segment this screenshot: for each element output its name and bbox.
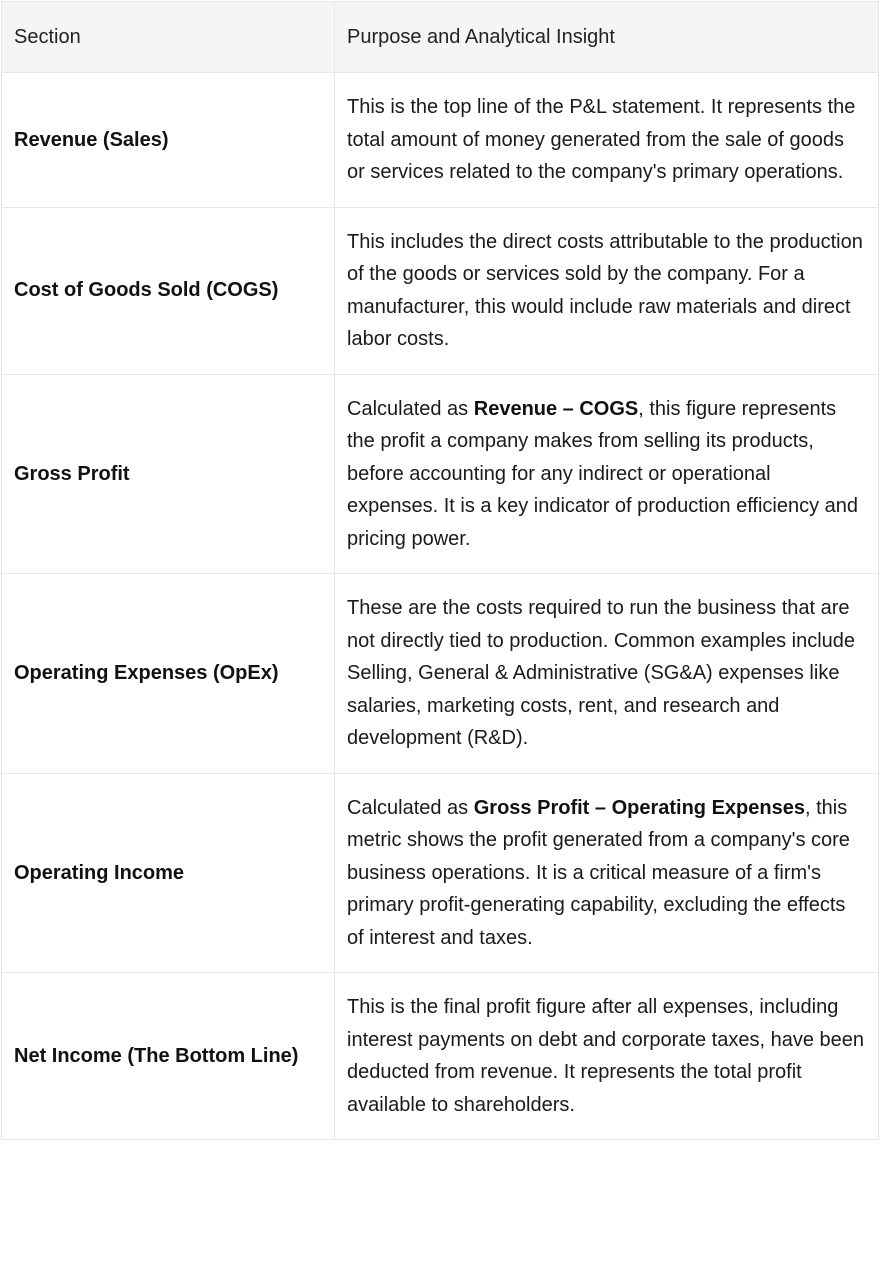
section-description (335, 973, 879, 1140)
table-row (2, 207, 879, 374)
table-row (2, 574, 879, 774)
description-text: This is the top line of the P&L statement. It represents the total amount of money generated from the sale of goods or services related to the company's primary operations. (347, 96, 856, 183)
column-header-section: Section (2, 2, 335, 73)
pl-sections-table (1, 1, 879, 1140)
section-description (335, 207, 879, 374)
table-row (2, 73, 879, 208)
section-name: Gross Profit (2, 374, 335, 574)
formula-text: Revenue – COGS (473, 397, 639, 420)
description-text: This includes the direct costs attributable to the production of the goods or services sold by the company. For a manufacturer, this would include raw materials and direct labor costs. (347, 230, 863, 350)
description-text: , this figure represents the profit a company makes from selling its products, before accounting for any indirect or operational expenses. It is a key indicator of production efficiency and pricing power. (347, 397, 859, 550)
description-text: Calculated as (347, 796, 474, 819)
description-text: Calculated as (347, 397, 474, 420)
section-description (335, 73, 879, 208)
table-row (2, 973, 879, 1140)
table-row (2, 773, 879, 973)
description-text: This is the final profit figure after all expenses, including interest payments on debt and corporate taxes, have been deducted from revenue. It represents the total profit available to shareholders. (347, 996, 865, 1116)
description-text: These are the costs required to run the business that are not directly tied to production. Common examples include Selling, General & Administrative (SG&A) expenses like salaries, marketing costs, rent, and research and development (R&D). (347, 597, 856, 749)
description-text: , this metric shows the profit generated from a company's core business operations. It is a critical measure of a firm's primary profit-generating capability, excluding the effects of interest and taxes. (347, 796, 850, 949)
section-name: Net Income (The Bottom Line) (2, 973, 335, 1140)
column-header-purpose: Purpose and Analytical Insight (335, 2, 879, 73)
section-name: Operating Expenses (OpEx) (2, 574, 335, 774)
section-name: Revenue (Sales) (2, 73, 335, 208)
section-description (335, 374, 879, 574)
section-name: Operating Income (2, 773, 335, 973)
section-description (335, 773, 879, 973)
formula-text: Gross Profit – Operating Expenses (473, 796, 805, 819)
section-name: Cost of Goods Sold (COGS) (2, 207, 335, 374)
section-description (335, 574, 879, 774)
table-row (2, 374, 879, 574)
table-header-row (2, 2, 879, 73)
